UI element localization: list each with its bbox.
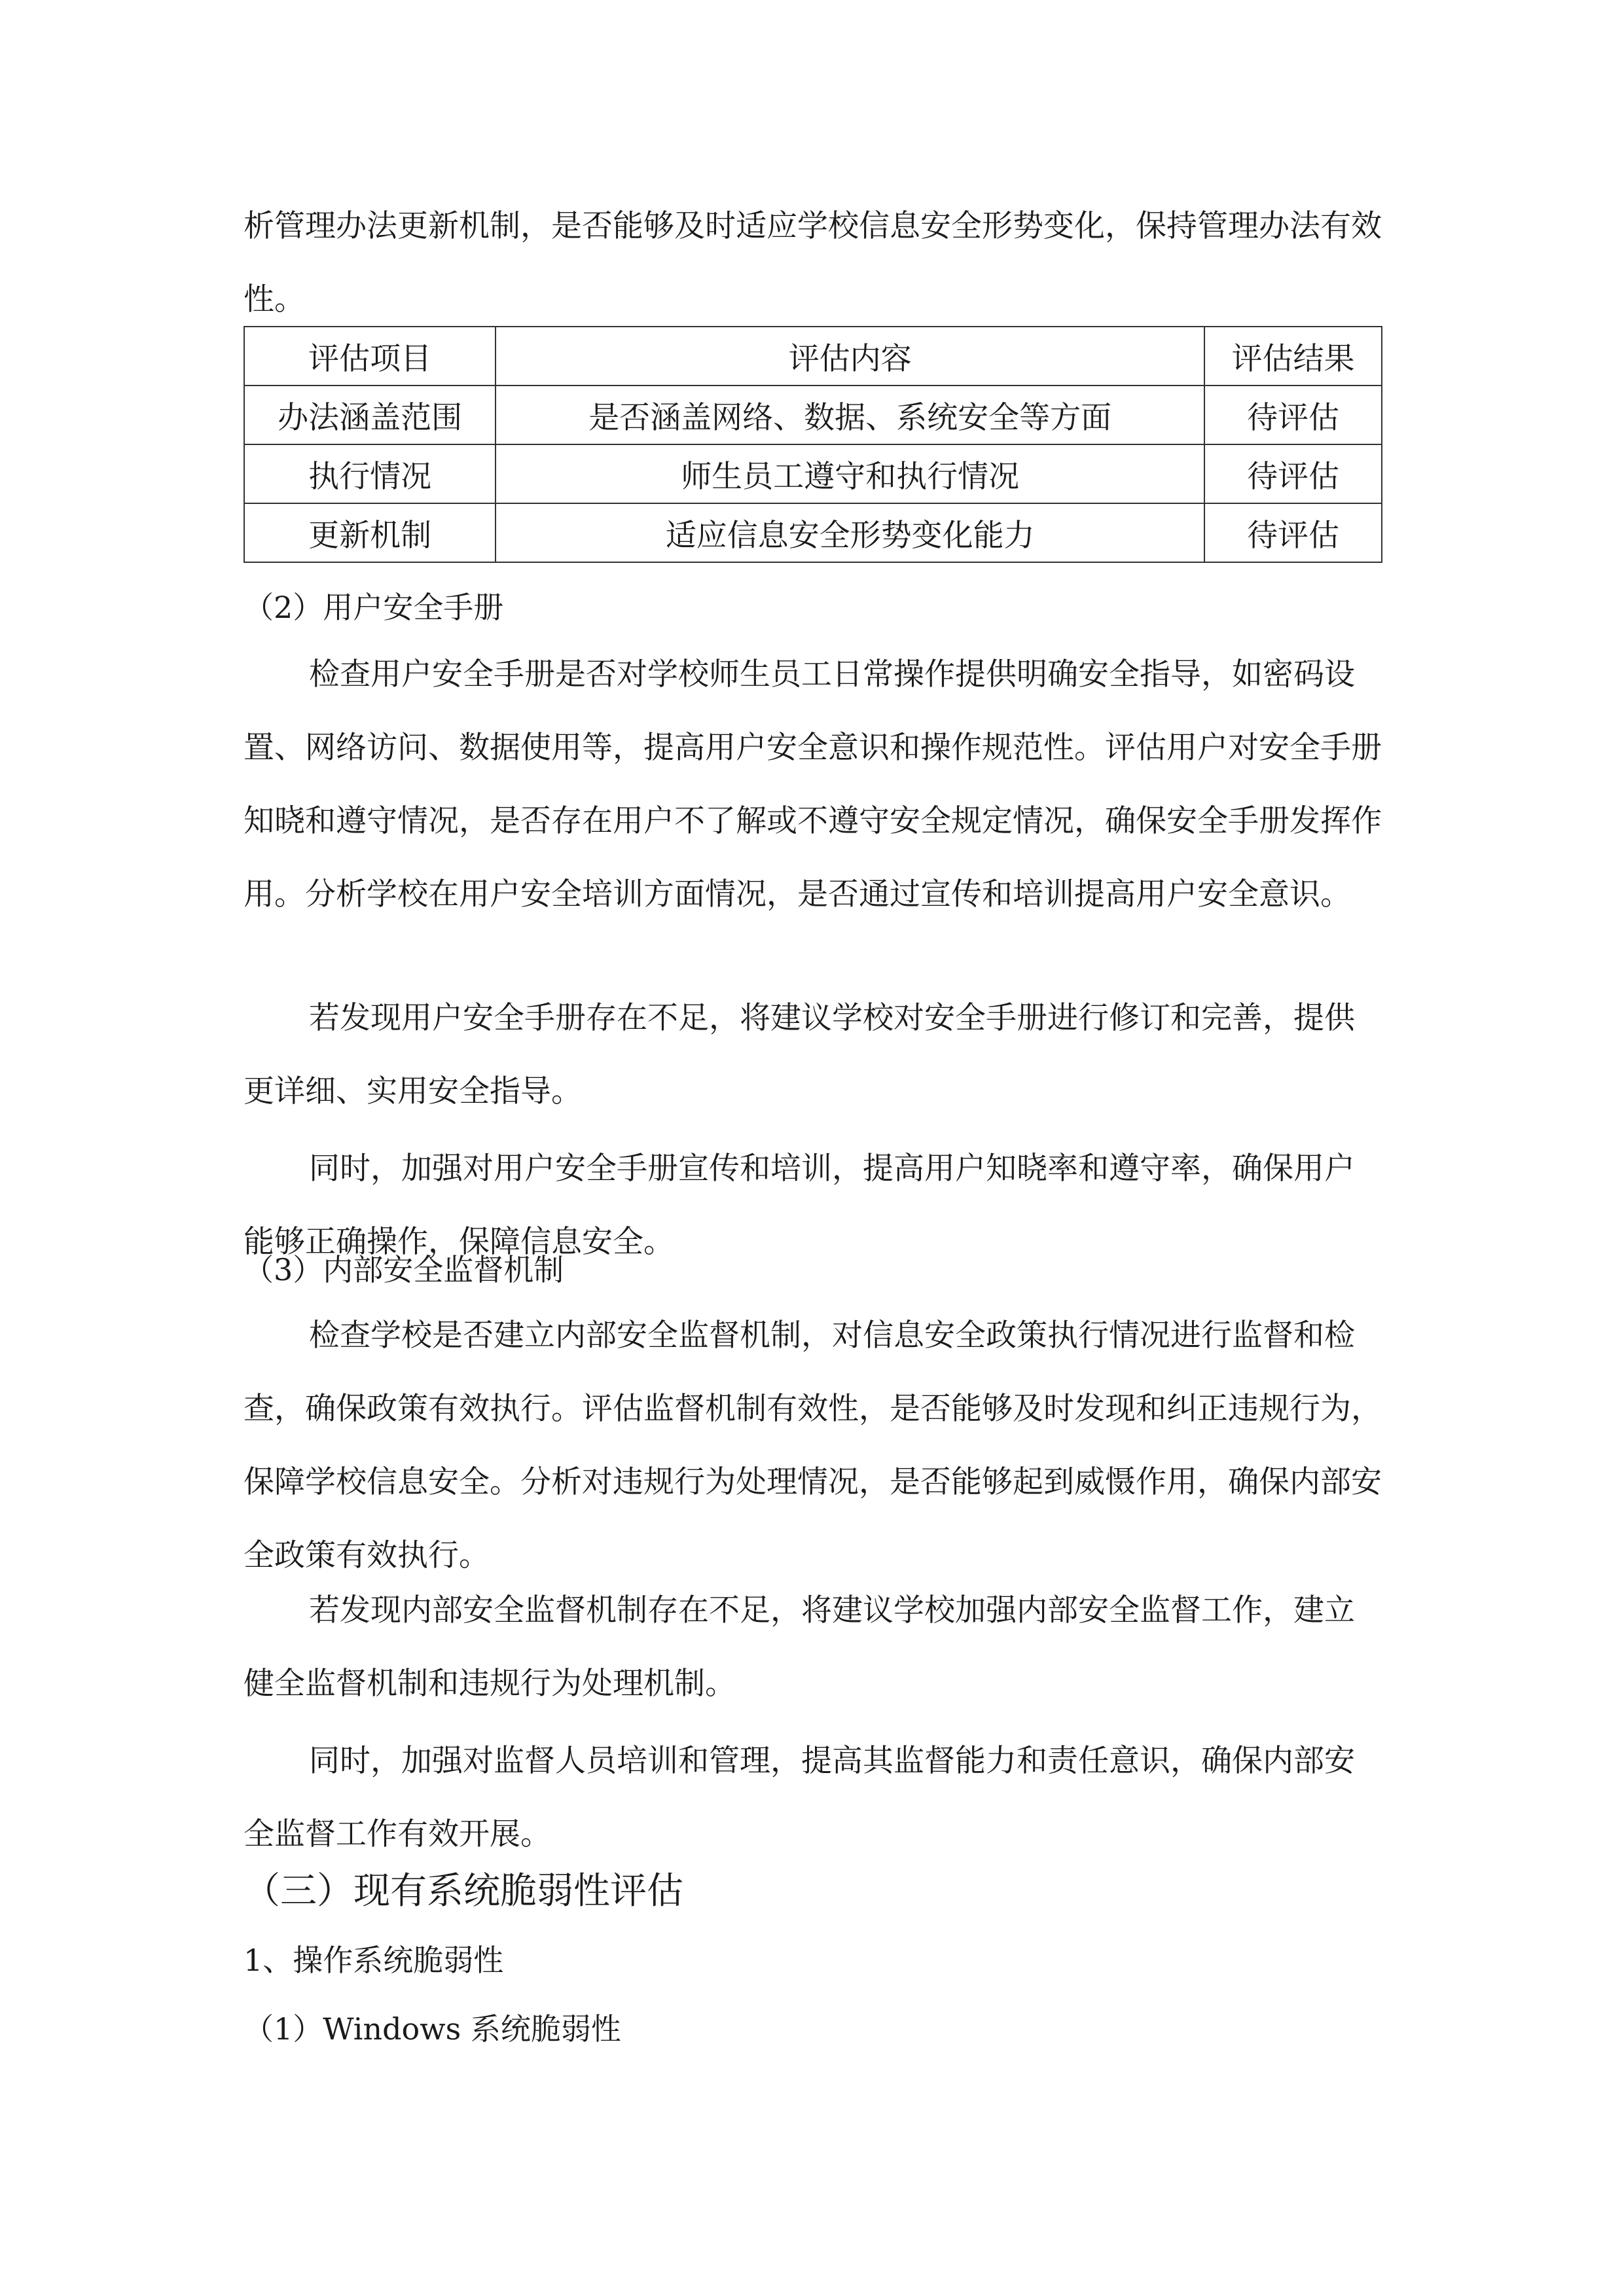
section3-heading: （3）内部安全监督机制 bbox=[244, 1252, 564, 1287]
part3-heading: （三）现有系统脆弱性评估 bbox=[244, 1870, 683, 1912]
table-cell: 执行情况 bbox=[244, 444, 496, 503]
section3-paragraph-2: 若发现内部安全监督机制存在不足，将建议学校加强内部安全监督工作，建立健全监督机制和违规行为处理机制。 bbox=[244, 1592, 1355, 1702]
table-cell: 待评估 bbox=[1204, 444, 1382, 503]
table-row bbox=[244, 386, 1382, 444]
table-header-cell: 评估项目 bbox=[244, 327, 496, 386]
table-cell: 师生员工遵守和执行情况 bbox=[496, 444, 1204, 503]
table-cell: 办法涵盖范围 bbox=[244, 386, 496, 444]
section2-paragraph-2: 若发现用户安全手册存在不足，将建议学校对安全手册进行修订和完善，提供更详细、实用安全指导。 bbox=[244, 1000, 1355, 1109]
table-cell: 待评估 bbox=[1204, 386, 1382, 444]
table-header-cell: 评估结果 bbox=[1204, 327, 1382, 386]
evaluation-table bbox=[244, 326, 1382, 563]
table-cell: 更新机制 bbox=[244, 503, 496, 562]
part3-subheading-1-1: （1）Windows 系统脆弱性 bbox=[244, 2011, 621, 2047]
section2-paragraph-3: 同时，加强对用户安全手册宣传和培训，提高用户知晓率和遵守率，确保用户能够正确操作，保障信息安全。 bbox=[244, 1151, 1355, 1260]
section3-paragraph-1: 检查学校是否建立内部安全监督机制，对信息安全政策执行情况进行监督和检查，确保政策有效执行。评估监督机制有效性，是否能够及时发现和纠正违规行为，保障学校信息安全。分析对违规行为处理情况，是否能够起到威慑作用，确保内部安全政策有效执行。 bbox=[244, 1318, 1382, 1573]
intro-paragraph: 析管理办法更新机制，是否能够及时适应学校信息安全形势变化，保持管理办法有效性。 bbox=[244, 208, 1382, 317]
table-cell: 适应信息安全形势变化能力 bbox=[496, 503, 1204, 562]
table-row bbox=[244, 444, 1382, 503]
section2-heading: （2）用户安全手册 bbox=[244, 590, 504, 625]
table-header-cell: 评估内容 bbox=[496, 327, 1204, 386]
table-cell: 是否涵盖网络、数据、系统安全等方面 bbox=[496, 386, 1204, 444]
section2-paragraph-1: 检查用户安全手册是否对学校师生员工日常操作提供明确安全指导，如密码设置、网络访问、数据使用等，提高用户安全意识和操作规范性。评估用户对安全手册知晓和遵守情况，是否存在用户不了解或不遵守安全规定情况，确保安全手册发挥作用。分析学校在用户安全培训方面情况，是否通过宣传和培训提高用户安全意识。 bbox=[244, 656, 1382, 912]
section3-paragraph-3: 同时，加强对监督人员培训和管理，提高其监督能力和责任意识，确保内部安全监督工作有效开展。 bbox=[244, 1743, 1355, 1852]
part3-subheading-1: 1、操作系统脆弱性 bbox=[244, 1943, 504, 1978]
table-header-row bbox=[244, 327, 1382, 386]
table-cell: 待评估 bbox=[1204, 503, 1382, 562]
table-row bbox=[244, 503, 1382, 562]
